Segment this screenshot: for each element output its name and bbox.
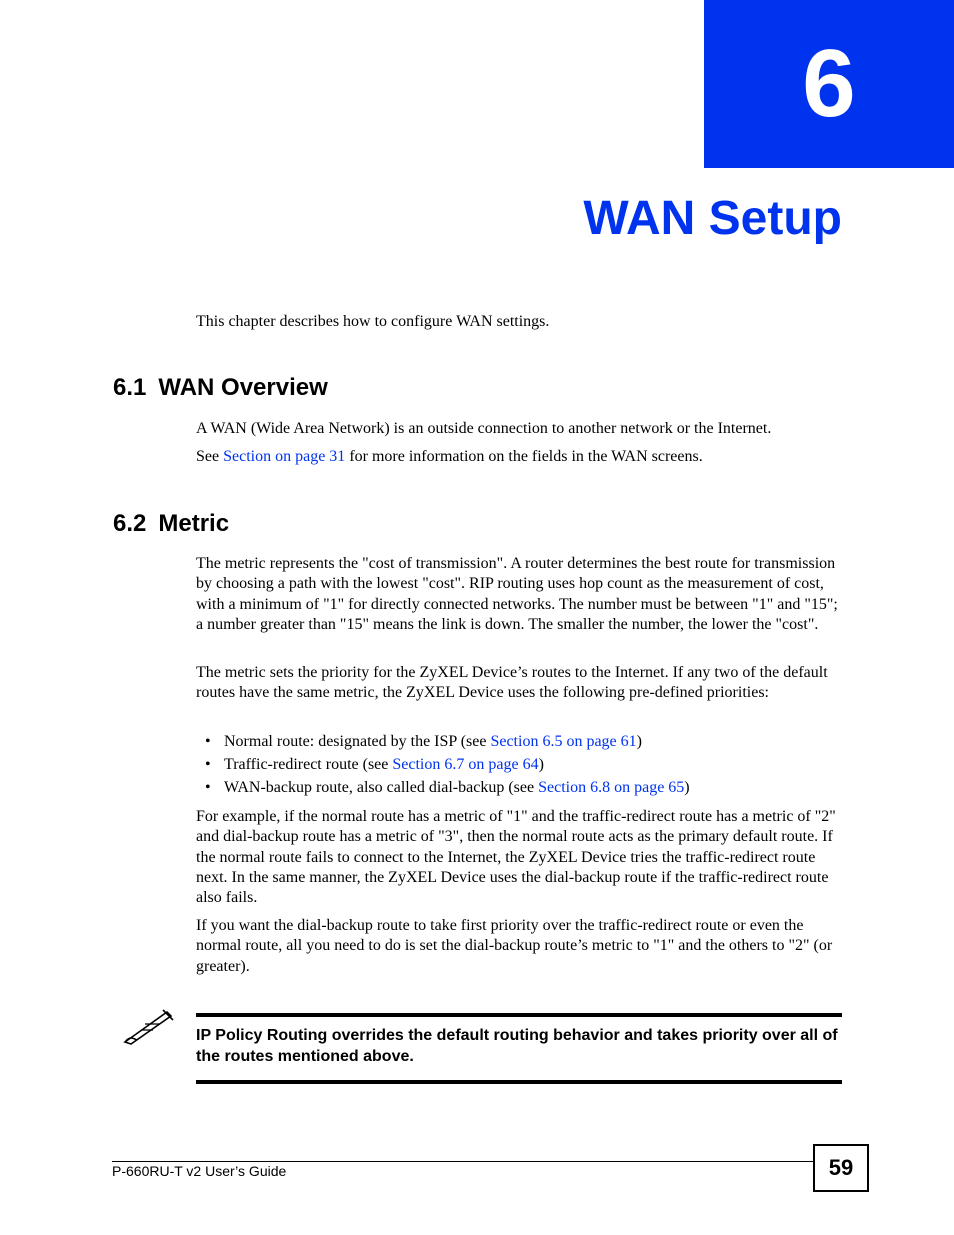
section-title: WAN Overview [158,374,328,401]
chapter-title: WAN Setup [583,192,842,245]
section-title: Metric [158,510,230,537]
wan-overview-paragraph: A WAN (Wide Area Network) is an outside connection to another network or the Internet. [196,420,772,437]
note-text: IP Policy Routing overrides the default routing behavior and takes priority over all of the routes mentioned above. [196,1027,838,1065]
section-number: 6.1 [113,374,147,401]
text-prefix: See [196,448,224,465]
note-top-rule [196,1013,842,1017]
text-suffix: ) [636,733,642,750]
metric-paragraph-2: The metric sets the priority for the ZyXEL Device’s routes to the Internet. If any two of the default routes have the same metric, the ZyXEL Device uses the following pre-defined priorities: [196,664,828,702]
bullet-icon: • [205,779,211,796]
wan-overview-see-paragraph [196,447,846,467]
list-item [205,778,690,798]
section-number: 6.2 [113,510,147,537]
note-bottom-rule [196,1080,842,1084]
footer-guide-title: P-660RU-T v2 User’s Guide [112,1163,287,1179]
chapter-number-box [704,0,954,168]
metric-paragraph-3: For example, if the normal route has a metric of "1" and the traffic-redirect route has a metric of "2" and dial-backup route has a metric of "3", then the normal route acts as the primary default route. If the normal route fails to connect to the Internet, the ZyXEL Device tries the traffic-redirect route next. In the same manner, the ZyXEL Device uses the dial-backup route if the traffic-redirect route also fails. [196,808,836,907]
text-prefix: Normal route: designated by the ISP (see [224,733,491,750]
metric-paragraph-1: The metric represents the "cost of transmission". A router determines the best route for transmission by choosing a path with the lowest "cost". RIP routing uses hop count as the measurement of cost, with a minimum of "1" for directly connected networks. The number must be between "1" and "15"; a number greater than "15" means the link is down. The smaller the number, the lower the "cost". [196,555,838,633]
page-number-box [813,1144,869,1192]
note-pen-icon [123,1008,175,1046]
section-heading-metric [113,509,229,539]
text-prefix: Traffic-redirect route (see [224,756,393,773]
text-suffix: for more information on the fields in the WAN screens. [345,448,703,465]
section-link[interactable]: Section 6.5 on page 61 [490,733,637,750]
section-heading-wan-overview [113,373,328,403]
list-item [205,732,642,752]
section-link[interactable]: Section on page 31 [223,448,346,465]
page-number: 59 [828,1155,854,1180]
text-suffix: ) [538,756,544,773]
text-prefix: WAN-backup route, also called dial-backup (see [224,779,539,796]
text-suffix: ) [684,779,690,796]
bullet-icon: • [205,733,211,750]
list-item [205,755,544,775]
chapter-number: 6 [802,30,856,137]
bullet-icon: • [205,756,211,773]
intro-paragraph: This chapter describes how to configure WAN settings. [196,313,550,330]
section-link[interactable]: Section 6.7 on page 64 [392,756,539,773]
metric-paragraph-4: If you want the dial-backup route to take first priority over the traffic-redirect route or even the normal route, all you need to do is set the dial-backup route’s metric to "1" and the others to "2" (or greater). [196,917,833,975]
section-link[interactable]: Section 6.8 on page 65 [538,779,685,796]
